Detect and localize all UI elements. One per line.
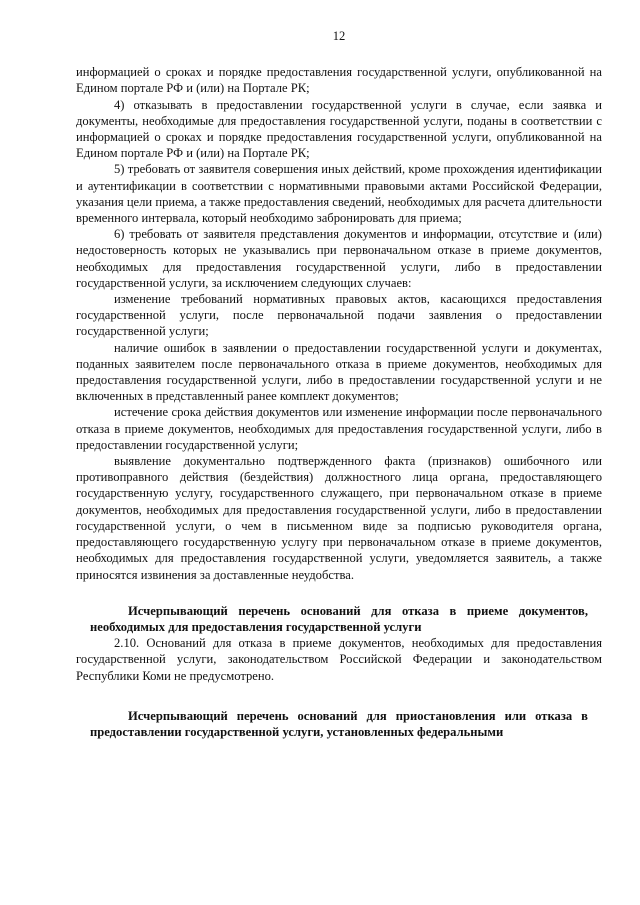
paragraph-case-2: наличие ошибок в заявлении о предоставлении государственной услуги и документах, поданных заявителем после первоначального отказа в приеме документов, необходимых для предоставления государственной услуги, либо в предоставлении государственной услуги и не включенных в представленный ранее комплект документов; [76,340,602,404]
paragraph-item-5: 5) требовать от заявителя совершения иных действий, кроме прохождения идентификации и аутентификации в соответствии с нормативными правовыми актами Российской Федерации, указания цели приема, а также предоставления сведений, необходимых для расчета длительности временного интервала, который необходимо забронировать для приема; [76,162,602,226]
section-heading-suspension: Исчерпывающий перечень оснований для приостановления или отказа в предоставлении государственной услуги, установленных федеральными [90,708,588,739]
paragraph-continuation: информацией о сроках и порядке предоставления государственной услуги, опубликованной на Едином портале РФ и (или) на Портале РК; [76,65,602,96]
paragraph-case-1: изменение требований нормативных правовых актов, касающихся предоставления государственной услуги, после первоначальной подачи заявления о предоставлении государственной услуги; [76,292,602,339]
paragraph-item-6: 6) требовать от заявителя представления документов и информации, отсутствие и (или) недостоверность которых не указывались при первоначальном отказе в приеме документов, необходимых для предоставления государственной услуги, либо в предоставлении государственной услуги, за исключением следующих случаев: [76,227,602,290]
main-text [76,64,602,740]
page-number: 12 [332,29,346,43]
section-spacer [76,583,602,603]
section-spacer [76,684,602,708]
paragraph-case-4: выявление документально подтвержденного факта (признаков) ошибочного или противоправного действия (бездействия) должностного лица органа, предоставляющего государственную услугу, государственного служащего, при первоначальном отказе в приеме документов, необходимых для предоставления государственной услуги, либо в предоставлении государственной услуги, о чем в письменном виде за подписью руководителя органа, предоставляющего государственную услугу при первоначальном отказе в приеме документов, необходимых для предоставления государственной услуги, уведомляется заявитель, а также приносятся извинения за доставленные неудобства. [76,454,602,582]
section-heading-refusal: Исчерпывающий перечень оснований для отказа в приеме документов, необходимых для предоставления государственной услуги [90,603,588,634]
paragraph-2-10: 2.10. Оснований для отказа в приеме документов, необходимых для предоставления государственной услуги, законодательством Российской Федерации и законодательством Республики Коми не предусмотрено. [76,636,602,683]
paragraph-case-3: истечение срока действия документов или изменение информации после первоначального отказа в приеме документов, необходимых для предоставления государственной услуги, либо в предоставлении государственной услуги; [76,405,602,452]
paragraph-item-4: 4) отказывать в предоставлении государственной услуги в случае, если заявка и документы, необходимые для предоставления государственной услуги, поданы в соответствии с информацией о сроках и порядке предоставления государственной услуги, опубликованной на Едином портале РФ и (или) на Портале РК; [76,97,602,161]
